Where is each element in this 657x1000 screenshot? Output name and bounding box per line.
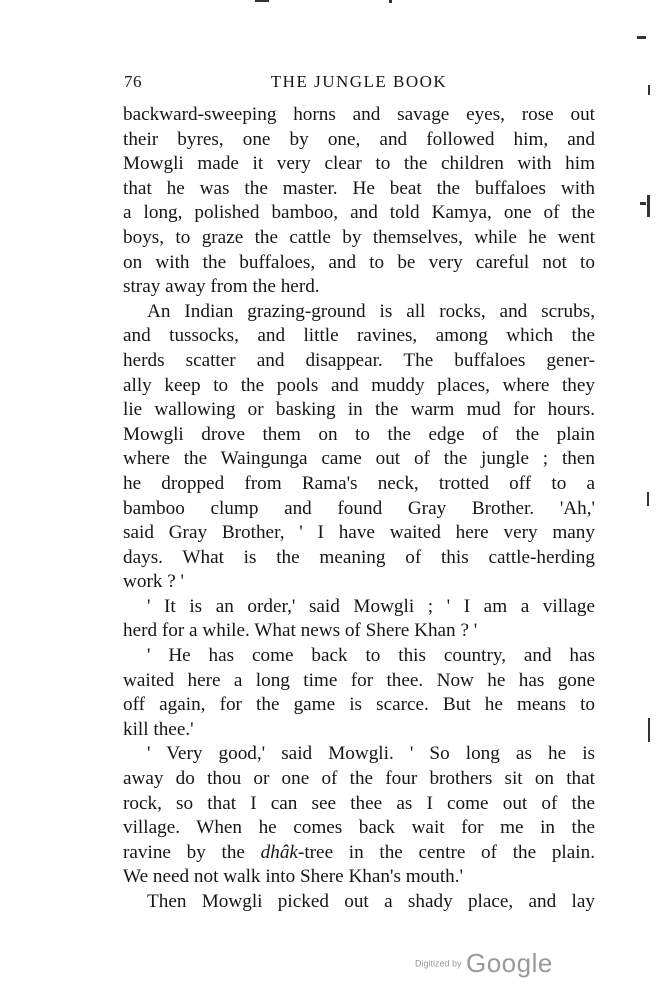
- watermark-prefix: Digitized by: [415, 958, 462, 969]
- scan-mark: [389, 0, 392, 3]
- page-number: 76: [124, 72, 142, 91]
- text-line: boys, to graze the cattle by themselves, while he went: [123, 226, 595, 248]
- text-line: lie wallowing or basking in the warm mud for hours.: [123, 399, 595, 421]
- text-line: Then Mowgli picked out a shady place, and lay: [147, 891, 595, 912]
- text-line: Mowgli drove them on to the edge of the plain: [123, 423, 595, 445]
- text-line: days. What is the meaning of this cattle-herding: [123, 546, 595, 568]
- scan-mark: [648, 718, 650, 742]
- text-line: rock, so that I can see thee as I come out of the: [123, 792, 595, 814]
- scan-mark: [255, 0, 269, 2]
- text-line: work ? ': [123, 571, 185, 593]
- text-line: village. When he comes back wait for me in the: [123, 817, 595, 839]
- scan-mark: [637, 36, 646, 39]
- text-line: off again, for the game is scarce. But he means to: [123, 694, 595, 716]
- text-line: backward-sweeping horns and savage eyes, rose out: [123, 104, 595, 125]
- body-text: [123, 103, 595, 915]
- text-line: ' Very good,' said Mowgli. ' So long as he is: [147, 743, 595, 765]
- text-line: and tussocks, and little ravines, among which the: [123, 325, 595, 347]
- text-segment: -tree in the centre of the plain.: [297, 841, 595, 863]
- text-line: ' He has come back to this country, and has: [147, 645, 595, 667]
- scan-mark: [648, 85, 650, 95]
- text-line: herd for a while. What news of Shere Khan ? ': [123, 620, 478, 642]
- text-line: [123, 841, 595, 866]
- text-line: bamboo clump and found Gray Brother. 'Ah,': [123, 497, 595, 519]
- text-line: An Indian grazing-ground is all rocks, and scrubs,: [147, 300, 595, 322]
- scan-mark: [640, 202, 646, 205]
- text-line: herds scatter and disappear. The buffaloes gener-: [123, 349, 595, 371]
- text-line: that he was the master. He beat the buffaloes with: [123, 177, 595, 199]
- text-line: where the Waingunga came out of the jungle ; then: [123, 448, 595, 470]
- page-header: [124, 72, 594, 98]
- text-line: kill thee.': [123, 718, 194, 740]
- text-line: away do thou or one of the four brothers sit on that: [123, 768, 595, 790]
- italic-word: dhâk: [260, 841, 298, 863]
- text-line: ally keep to the pools and muddy places, where they: [123, 374, 595, 396]
- text-line: he dropped from Rama's neck, trotted off to a: [123, 472, 595, 494]
- digitized-watermark: [415, 948, 553, 979]
- text-line: ' It is an order,' said Mowgli ; ' I am a village: [147, 595, 595, 617]
- text-line: stray away from the herd.: [123, 276, 320, 298]
- text-line: their byres, one by one, and followed him, and: [123, 128, 595, 150]
- scan-mark: [647, 492, 649, 506]
- text-segment: ravine by the: [123, 841, 261, 863]
- scan-mark: [647, 195, 650, 217]
- google-logo: Google: [465, 948, 553, 978]
- text-line: a long, polished bamboo, and told Kamya, one of the: [123, 202, 595, 224]
- text-line: waited here a long time for thee. Now he has gone: [123, 669, 595, 691]
- running-title: THE JUNGLE BOOK: [270, 72, 448, 91]
- text-line: said Gray Brother, ' I have waited here very many: [123, 522, 595, 544]
- text-line: on with the buffaloes, and to be very careful not to: [123, 251, 595, 273]
- text-line: Mowgli made it very clear to the children with him: [123, 153, 595, 175]
- text-line: We need not walk into Shere Khan's mouth.': [123, 866, 464, 888]
